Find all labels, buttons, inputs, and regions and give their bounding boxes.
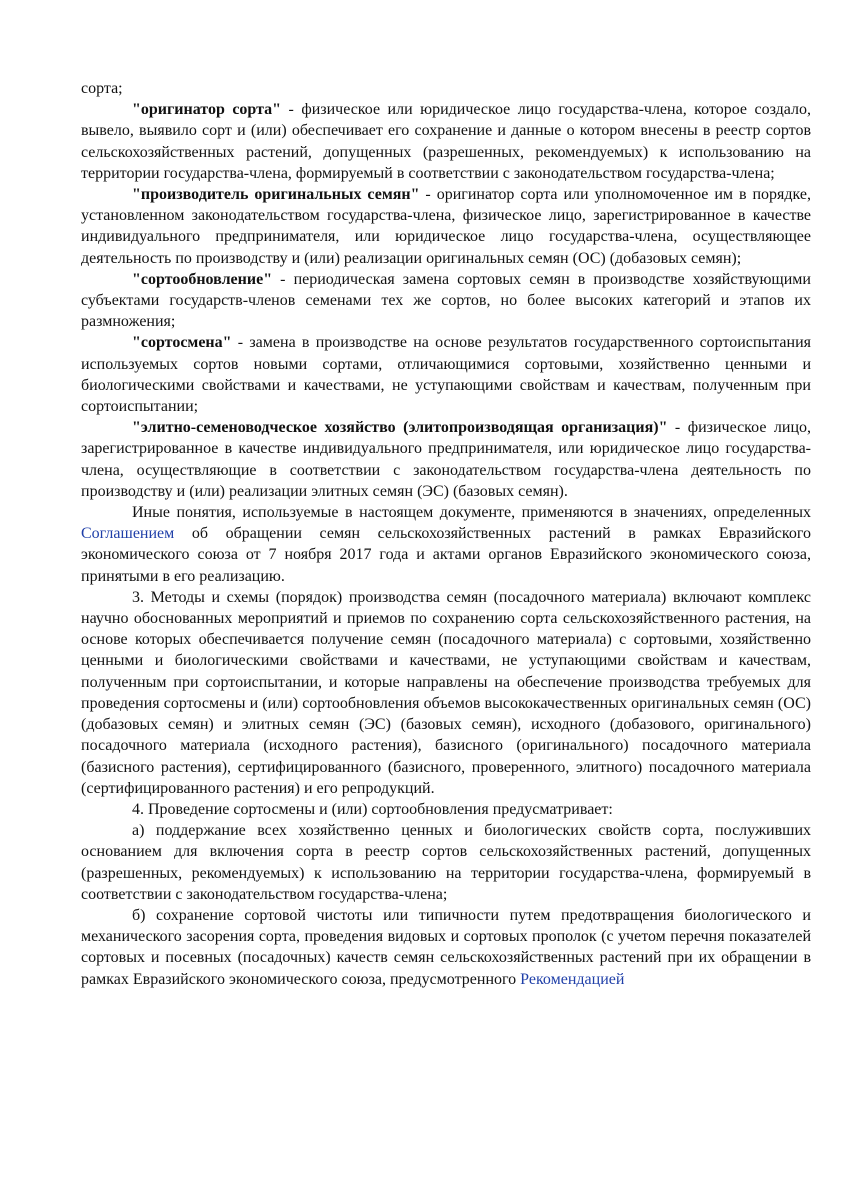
definition-text: - замена в производстве на основе результатов государственного сортоиспытания используемых сортов новыми сортами, отличающимися сортовыми, хозяйственно ценными и биологическими свойствами и качествами, не уступающими свойствам и качествам, полученным при сортоиспытании; (81, 334, 811, 416)
definition-term: "сортообновление" (132, 270, 273, 288)
definition-text: - периодическая замена сортовых семян в производстве хозяйствующими субъектами государств-членов семенами тех же сортов, но более высоких категорий и этапов их размножения; (81, 270, 811, 331)
definition-variety-renewal (81, 269, 811, 333)
section-3-paragraph (81, 587, 811, 799)
definition-term: "сортосмена" (132, 334, 232, 352)
list-item-b (81, 905, 811, 990)
paragraph-variety-end (81, 78, 811, 99)
definition-term: "элитно-семеноводческое хозяйство (элитопроизводящая организация)" (132, 419, 668, 437)
definition-text: - физическое или юридическое лицо государства-члена, которое создало, вывело, выявило сорт и (или) обеспечивает его сохранение и данные о котором внесены в реестр сортов сельскохозяйственных растений, допущенных (разрешенных, рекомендуемых) к использованию на территории государства-члена, формируемый в соответствии с законодательством государства-члена; (81, 101, 811, 182)
definition-original-seed-producer (81, 184, 811, 269)
definition-text: - оригинатор сорта или уполномоченное им в порядке, установленном законодательством государства-члена, физическое лицо, зарегистрированное в качестве индивидуального предпринимателя, или юридическое лицо государства-члена, осуществляющее деятельность по производству и (или) реализации оригинальных семян (ОС) (добазовых семян); (81, 186, 812, 267)
definition-originator (81, 99, 811, 184)
definition-variety-change (81, 332, 811, 417)
paragraph-text: 3. Методы и схемы (порядок) производства семян (посадочного материала) включают комплекс научно обоснованных мероприятий и приемов по сохранению сорта сельскохозяйственного растения, на основе которых обеспечивается получение семян (посадочного материала) с сортовыми, хозяйственно ценными и биологическими свойствами и качествами, не уступающими свойствам и качествам, полученным при сортоиспытании, и которые направлены на обеспечение производства требуемых для проведения сортосмены и (или) сортообновления объемов высококачественных оригинальных семян (ОС) (добазовых семян) и элитных семян (ЭС) (базовых семян), исходного (добазового, оригинального) посадочного материала (исходного растения), базисного (оригинального) посадочного материала (базисного растения), сертифицированного (базисного, проверенного, элитного) посадочного материала (сертифицированного растения) и его репродукций. (81, 588, 811, 797)
paragraph-other-terms (81, 502, 811, 587)
paragraph-text: а) поддержание всех хозяйственно ценных и биологических свойств сорта, послуживших основанием для включения сорта в реестр сортов сельскохозяйственных растений, допущенных (разрешенных, рекомендуемых) к использованию на территории государства-члена, формируемый в соответствии с законодательством государства-члена; (81, 822, 811, 903)
definition-text: - физическое лицо, зарегистрированное в качестве индивидуального предпринимателя, или юридическое лицо государства-члена, осуществляющие в соответствии с законодательством государства-члена деятельность по производству и (или) реализации элитных семян (ЭС) (базовых семян). (81, 419, 812, 500)
paragraph-text: Иные понятия, используемые в настоящем документе, применяются в значениях, определенных (132, 504, 811, 522)
agreement-link[interactable]: Соглашением (81, 525, 175, 543)
recommendation-link[interactable]: Рекомендацией (520, 970, 625, 988)
paragraph-text: б) сохранение сортовой чистоты или типичности путем предотвращения биологического и механического засорения сорта, проведения видовых и сортовых прополок (с учетом перечня показателей сортовых и посевных (посадочных) качеств семян сельскохозяйственных растений при их обращении в рамках Евразийского экономического союза, предусмотренного (81, 906, 811, 988)
paragraph-text: 4. Проведение сортосмены и (или) сортообновления предусматривает: (132, 800, 613, 818)
definition-term: "оригинатор сорта" (132, 101, 282, 119)
paragraph-text: сорта; (81, 80, 123, 97)
section-4-paragraph (81, 799, 811, 820)
definition-term: "производитель оригинальных семян" (132, 186, 420, 204)
definition-elite-seed-farm (81, 417, 811, 502)
list-item-a (81, 820, 811, 905)
document-body (81, 78, 811, 990)
paragraph-text: об обращении семян сельскохозяйственных растений в рамках Евразийского экономического союза от 7 ноября 2017 года и актами органов Евразийского экономического союза, принятыми в его реализацию. (81, 525, 811, 585)
